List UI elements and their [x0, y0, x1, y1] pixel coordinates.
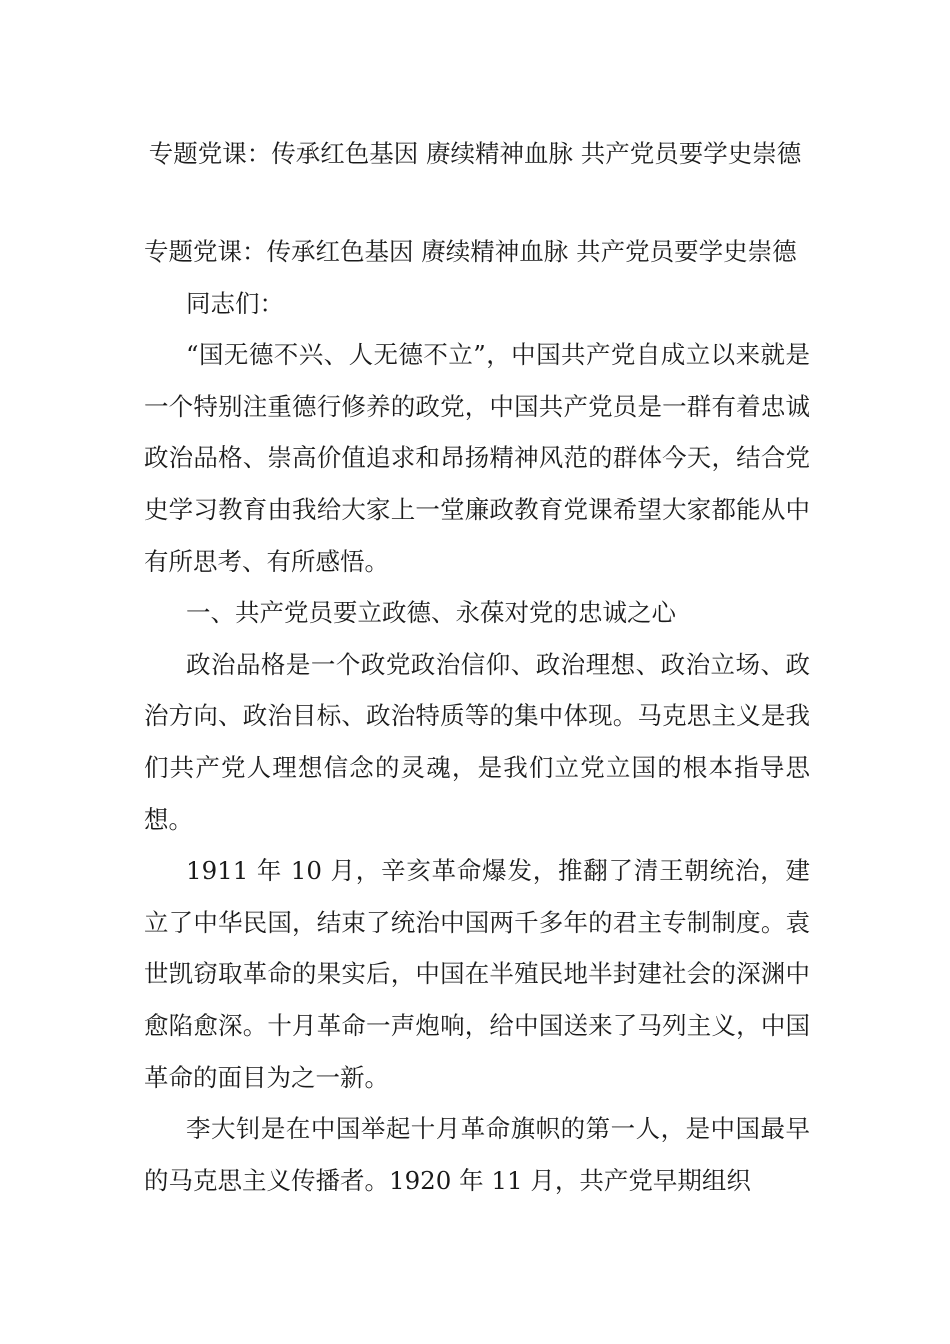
body-paragraph: 政治品格是一个政党政治信仰、政治理想、政治立场、政治方向、政治目标、政治特质等的集中体现。马克思主义是我们共产党人理想信念的灵魂，是我们立党立国的根本指导思想。	[144, 649, 810, 834]
section-heading: 一、共产党员要立政德、永葆对党的忠诚之心	[186, 598, 676, 628]
body-paragraph: 李大钊是在中国举起十月革命旗帜的第一人，是中国最早的马克思主义传播者。1920 年 11 月，共产党早期组织	[144, 1114, 810, 1195]
body-paragraph: 专题党课：传承红色基因 赓续精神血脉 共产党员要学史崇德	[144, 237, 797, 266]
body-paragraph: 1911 年 10 月，辛亥革命爆发，推翻了清王朝统治，建立了中华民国，结束了统治中国两千多年的君主专制制度。袁世凯窃取革命的果实后，中国在半殖民地半封建社会的深渊中愈陷愈深。十月革命一声炮响，给中国送来了马列主义，中国革命的面目为之一新。	[144, 856, 810, 1092]
document-body	[144, 226, 810, 1206]
document-title: 专题党课：传承红色基因 赓续精神血脉 共产党员要学史崇德	[148, 139, 802, 168]
body-paragraph: 同志们：	[186, 288, 284, 318]
body-paragraph: “国无德不兴、人无德不立”，中国共产党自成立以来就是一个特别注重德行修养的政党，中国共产党员是一群有着忠诚政治品格、崇高价值追求和昂扬精神风范的群体今天，结合党史学习教育由我给大家上一堂廉政教育党课希望大家都能从中有所思考、有所感悟。	[144, 340, 810, 576]
